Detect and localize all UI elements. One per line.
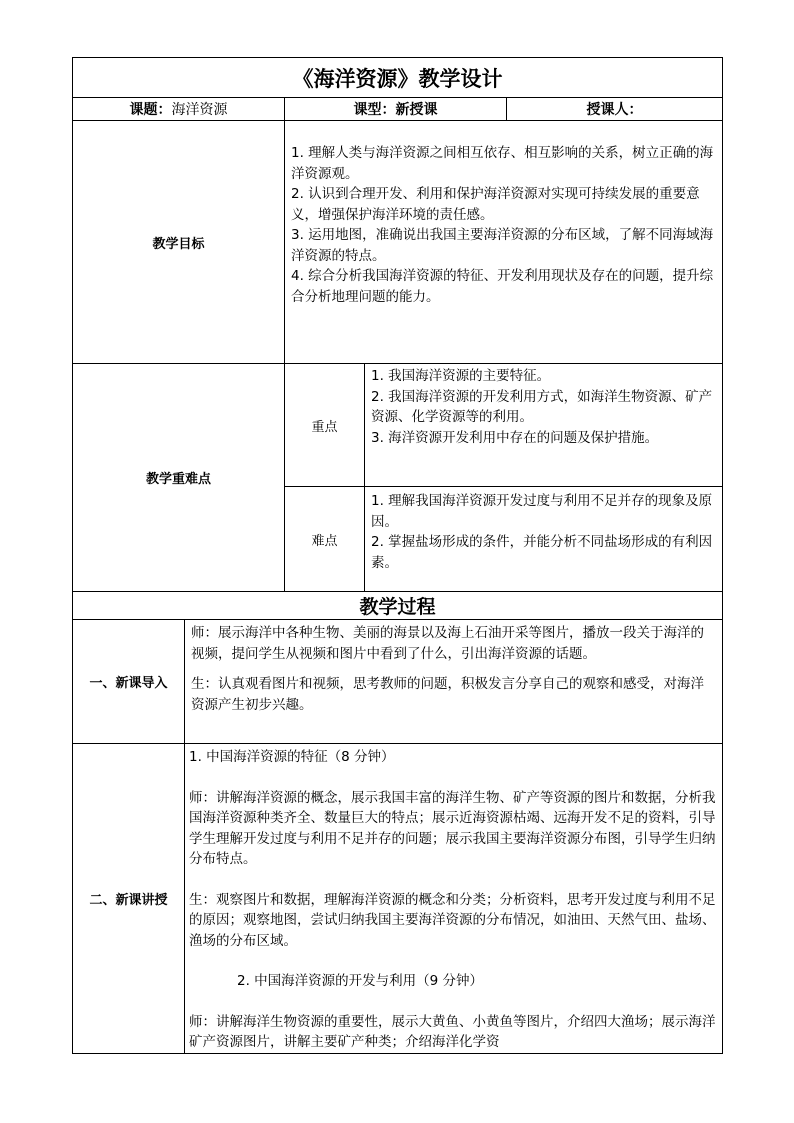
key-label: 重点 bbox=[285, 364, 365, 487]
lesson-type: 课型：新授课 bbox=[285, 98, 507, 121]
intro-student: 生：认真观看图片和视频，思考教师的问题，积极发言分享自己的观察和感受，对海洋资源产生初步兴趣。 bbox=[191, 676, 704, 713]
process-heading: 教学过程 bbox=[73, 592, 723, 620]
key-difficult-label: 教学重难点 bbox=[73, 364, 285, 592]
goal-item: 1. 理解人类与海洋资源之间相互依存、相互影响的关系，树立正确的海洋资源观。 bbox=[291, 145, 714, 182]
difficult-points bbox=[365, 487, 723, 592]
new-lesson-label: 二、新课讲授 bbox=[73, 744, 185, 1054]
part2-title: 2. 中国海洋资源的开发与利用（9 分钟） bbox=[237, 973, 484, 989]
goals-label: 教学目标 bbox=[73, 121, 285, 364]
intro-content bbox=[185, 620, 723, 744]
part1-student: 生：观察图片和数据，理解海洋资源的概念和分类；分析资料，思考开发过度与利用不足的原因；观察地图，尝试归纳我国主要海洋资源的分布情况，如油田、天然气田、盐场、渔场的分布区域。 bbox=[189, 891, 716, 949]
part1-title: 1. 中国海洋资源的特征（8 分钟） bbox=[189, 749, 395, 765]
topic-label: 课题： bbox=[129, 102, 172, 118]
key-points bbox=[365, 364, 723, 487]
goals-content bbox=[285, 121, 723, 364]
goal-item: 4. 综合分析我国海洋资源的特征、开发利用现状及存在的问题，提升综合分析地理问题的能力。 bbox=[291, 268, 714, 305]
key-item: 2. 我国海洋资源的开发利用方式，如海洋生物资源、矿产资源、化学资源等的利用。 bbox=[371, 388, 713, 425]
difficult-item: 1. 理解我国海洋资源开发过度与利用不足并存的现象及原因。 bbox=[371, 493, 713, 530]
difficult-item: 2. 掌握盐场形成的条件，并能分析不同盐场形成的有利因素。 bbox=[371, 534, 713, 571]
goal-item: 2. 认识到合理开发、利用和保护海洋资源对实现可持续发展的重要意义，增强保护海洋环境的责任感。 bbox=[291, 186, 700, 223]
teacher-label: 授课人： bbox=[507, 98, 723, 121]
part2-teacher: 师：讲解海洋生物资源的重要性，展示大黄鱼、小黄鱼等图片，介绍四大渔场；展示海洋矿产资源图片，讲解主要矿产种类；介绍海洋化学资 bbox=[189, 1013, 716, 1050]
document-title: 《海洋资源》教学设计 bbox=[73, 58, 723, 98]
topic-cell bbox=[73, 98, 285, 121]
part1-teacher: 师：讲解海洋资源的概念，展示我国丰富的海洋生物、矿产等资源的图片和数据，分析我国海洋资源种类齐全、数量巨大的特点；展示近海资源枯竭、远海开发不足的资料，引导学生理解开发过度与利用不足并存的问题；展示我国主要海洋资源分布图，引导学生归纳分布特点。 bbox=[189, 789, 716, 867]
intro-teacher: 师：展示海洋中各种生物、美丽的海景以及海上石油开采等图片，播放一段关于海洋的视频，提问学生从视频和图片中看到了什么，引出海洋资源的话题。 bbox=[191, 625, 704, 662]
info-row bbox=[73, 98, 723, 121]
intro-label: 一、新课导入 bbox=[73, 620, 185, 744]
key-item: 3. 海洋资源开发利用中存在的问题及保护措施。 bbox=[371, 429, 659, 446]
topic-value: 海洋资源 bbox=[171, 102, 228, 118]
goal-item: 3. 运用地图，准确说出我国主要海洋资源的分布区域，了解不同海域海洋资源的特点。 bbox=[291, 227, 714, 264]
key-item: 1. 我国海洋资源的主要特征。 bbox=[371, 368, 551, 384]
new-lesson-content bbox=[185, 744, 723, 1054]
lesson-plan-table bbox=[72, 57, 723, 1054]
difficult-label: 难点 bbox=[285, 487, 365, 592]
